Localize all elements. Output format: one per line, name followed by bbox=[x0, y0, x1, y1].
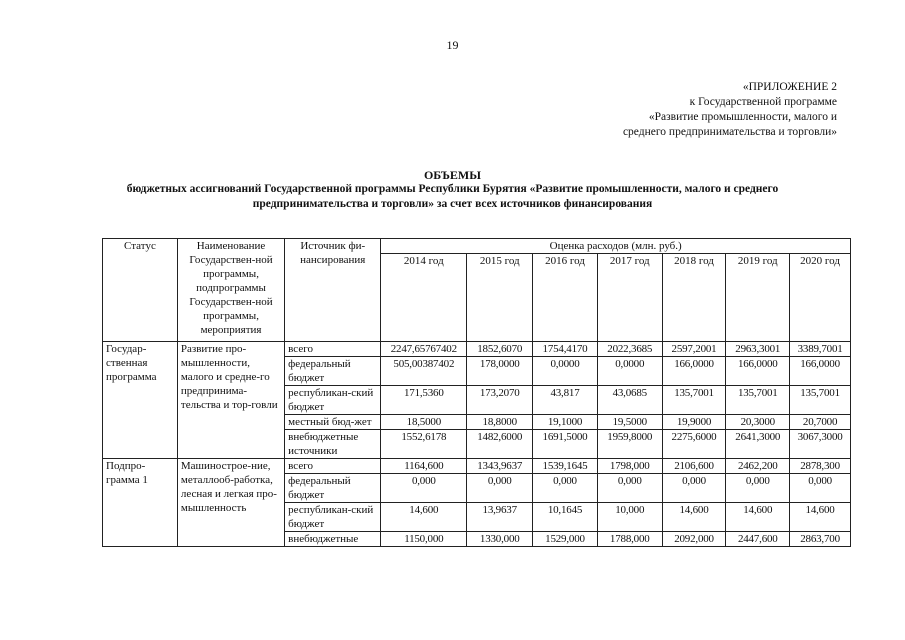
row-value: 135,7001 bbox=[726, 386, 790, 415]
row-value: 10,1645 bbox=[533, 503, 598, 532]
row-source: всего bbox=[285, 459, 381, 474]
row-value: 1482,6000 bbox=[467, 430, 533, 459]
row-value: 1852,6070 bbox=[467, 342, 533, 357]
row-source: федеральный бюджет bbox=[285, 357, 381, 386]
row-value: 1754,4170 bbox=[533, 342, 598, 357]
document-subtitle: бюджетных ассигнований Государственной программы Республики Бурятия «Развитие промышленности, малого и среднего предпринимательства и торговли» за счет всех источников финансирования bbox=[126, 183, 779, 210]
table-header-row bbox=[103, 239, 851, 254]
header-year: 2018 год bbox=[662, 254, 726, 342]
row-value: 0,0000 bbox=[597, 357, 662, 386]
appendix-line: среднего предпринимательства и торговли» bbox=[622, 126, 837, 138]
row-value: 3067,3000 bbox=[790, 430, 851, 459]
appendix-line: «ПРИЛОЖЕНИЕ 2 bbox=[742, 81, 837, 93]
row-value: 14,600 bbox=[790, 503, 851, 532]
row-value: 0,000 bbox=[597, 474, 662, 503]
header-source: Источник фи-нансирования bbox=[285, 239, 381, 342]
row-value: 171,5360 bbox=[381, 386, 467, 415]
row-source: всего bbox=[285, 342, 381, 357]
row-value: 2447,600 bbox=[726, 532, 790, 547]
row-value: 13,9637 bbox=[467, 503, 533, 532]
row-value: 1330,000 bbox=[467, 532, 533, 547]
row-source: местный бюд-жет bbox=[285, 415, 381, 430]
row-value: 2022,3685 bbox=[597, 342, 662, 357]
header-year: 2017 год bbox=[597, 254, 662, 342]
row-value: 19,1000 bbox=[533, 415, 598, 430]
row-value: 0,000 bbox=[662, 474, 726, 503]
page-number: 19 bbox=[446, 38, 459, 52]
row-value: 2863,700 bbox=[790, 532, 851, 547]
budget-table bbox=[102, 238, 851, 547]
row-value: 1150,000 bbox=[381, 532, 467, 547]
table-row bbox=[103, 342, 851, 357]
row-value: 14,600 bbox=[726, 503, 790, 532]
row-source: внебюджетные источники bbox=[285, 430, 381, 459]
row-value: 2275,6000 bbox=[662, 430, 726, 459]
row-value: 2092,000 bbox=[662, 532, 726, 547]
row-value: 166,0000 bbox=[790, 357, 851, 386]
row-value: 0,000 bbox=[381, 474, 467, 503]
appendix-line: к Государственной программе bbox=[689, 96, 837, 108]
header-estimate: Оценка расходов (млн. руб.) bbox=[381, 239, 851, 254]
row-value: 43,817 bbox=[533, 386, 598, 415]
row-value: 3389,7001 bbox=[790, 342, 851, 357]
row-value: 505,00387402 bbox=[381, 357, 467, 386]
row-status: Подпро-грамма 1 bbox=[103, 459, 178, 547]
row-value: 1552,6178 bbox=[381, 430, 467, 459]
row-value: 18,8000 bbox=[467, 415, 533, 430]
row-value: 43,0685 bbox=[597, 386, 662, 415]
row-value: 1343,9637 bbox=[467, 459, 533, 474]
row-value: 0,0000 bbox=[533, 357, 598, 386]
row-value: 2462,200 bbox=[726, 459, 790, 474]
row-value: 19,5000 bbox=[597, 415, 662, 430]
row-status: Государ-ственная программа bbox=[103, 342, 178, 459]
row-value: 20,3000 bbox=[726, 415, 790, 430]
row-value: 135,7001 bbox=[790, 386, 851, 415]
header-status: Статус bbox=[103, 239, 178, 342]
row-source: внебюджетные bbox=[285, 532, 381, 547]
row-value: 135,7001 bbox=[662, 386, 726, 415]
row-value: 0,000 bbox=[467, 474, 533, 503]
row-value: 1788,000 bbox=[597, 532, 662, 547]
row-value: 1539,1645 bbox=[533, 459, 598, 474]
row-value: 2106,600 bbox=[662, 459, 726, 474]
row-value: 20,7000 bbox=[790, 415, 851, 430]
row-value: 173,2070 bbox=[467, 386, 533, 415]
row-name: Машинострое-ние, металлооб-работка, лесная и легкая про-мышленность bbox=[177, 459, 284, 547]
row-name: Развитие про-мышленности, малого и средне-го предпринима-тельства и тор-говли bbox=[177, 342, 284, 459]
row-value: 2963,3001 bbox=[726, 342, 790, 357]
row-value: 19,9000 bbox=[662, 415, 726, 430]
row-value: 166,0000 bbox=[662, 357, 726, 386]
row-value: 1164,600 bbox=[381, 459, 467, 474]
row-value: 2597,2001 bbox=[662, 342, 726, 357]
row-value: 2247,65767402 bbox=[381, 342, 467, 357]
row-source: федеральный бюджет bbox=[285, 474, 381, 503]
row-value: 2641,3000 bbox=[726, 430, 790, 459]
row-source: республикан-ский бюджет bbox=[285, 386, 381, 415]
row-value: 0,000 bbox=[790, 474, 851, 503]
row-value: 1798,000 bbox=[597, 459, 662, 474]
row-source: республикан-ский бюджет bbox=[285, 503, 381, 532]
row-value: 0,000 bbox=[726, 474, 790, 503]
row-value: 1529,000 bbox=[533, 532, 598, 547]
row-value: 1691,5000 bbox=[533, 430, 598, 459]
row-value: 10,000 bbox=[597, 503, 662, 532]
header-year: 2020 год bbox=[790, 254, 851, 342]
header-name: Наименование Государствен-ной программы, подпрограммы Государствен-ной программы, мероприятия bbox=[177, 239, 284, 342]
row-value: 14,600 bbox=[662, 503, 726, 532]
row-value: 1959,8000 bbox=[597, 430, 662, 459]
appendix-line: «Развитие промышленности, малого и bbox=[648, 111, 837, 123]
row-value: 2878,300 bbox=[790, 459, 851, 474]
header-year: 2015 год bbox=[467, 254, 533, 342]
row-value: 0,000 bbox=[533, 474, 598, 503]
appendix-heading bbox=[623, 80, 837, 140]
header-year: 2014 год bbox=[381, 254, 467, 342]
header-year: 2019 год bbox=[726, 254, 790, 342]
row-value: 178,0000 bbox=[467, 357, 533, 386]
table-row bbox=[103, 459, 851, 474]
document-title: ОБЪЕМЫ bbox=[423, 168, 482, 182]
row-value: 14,600 bbox=[381, 503, 467, 532]
row-value: 18,5000 bbox=[381, 415, 467, 430]
row-value: 166,0000 bbox=[726, 357, 790, 386]
header-year: 2016 год bbox=[533, 254, 598, 342]
